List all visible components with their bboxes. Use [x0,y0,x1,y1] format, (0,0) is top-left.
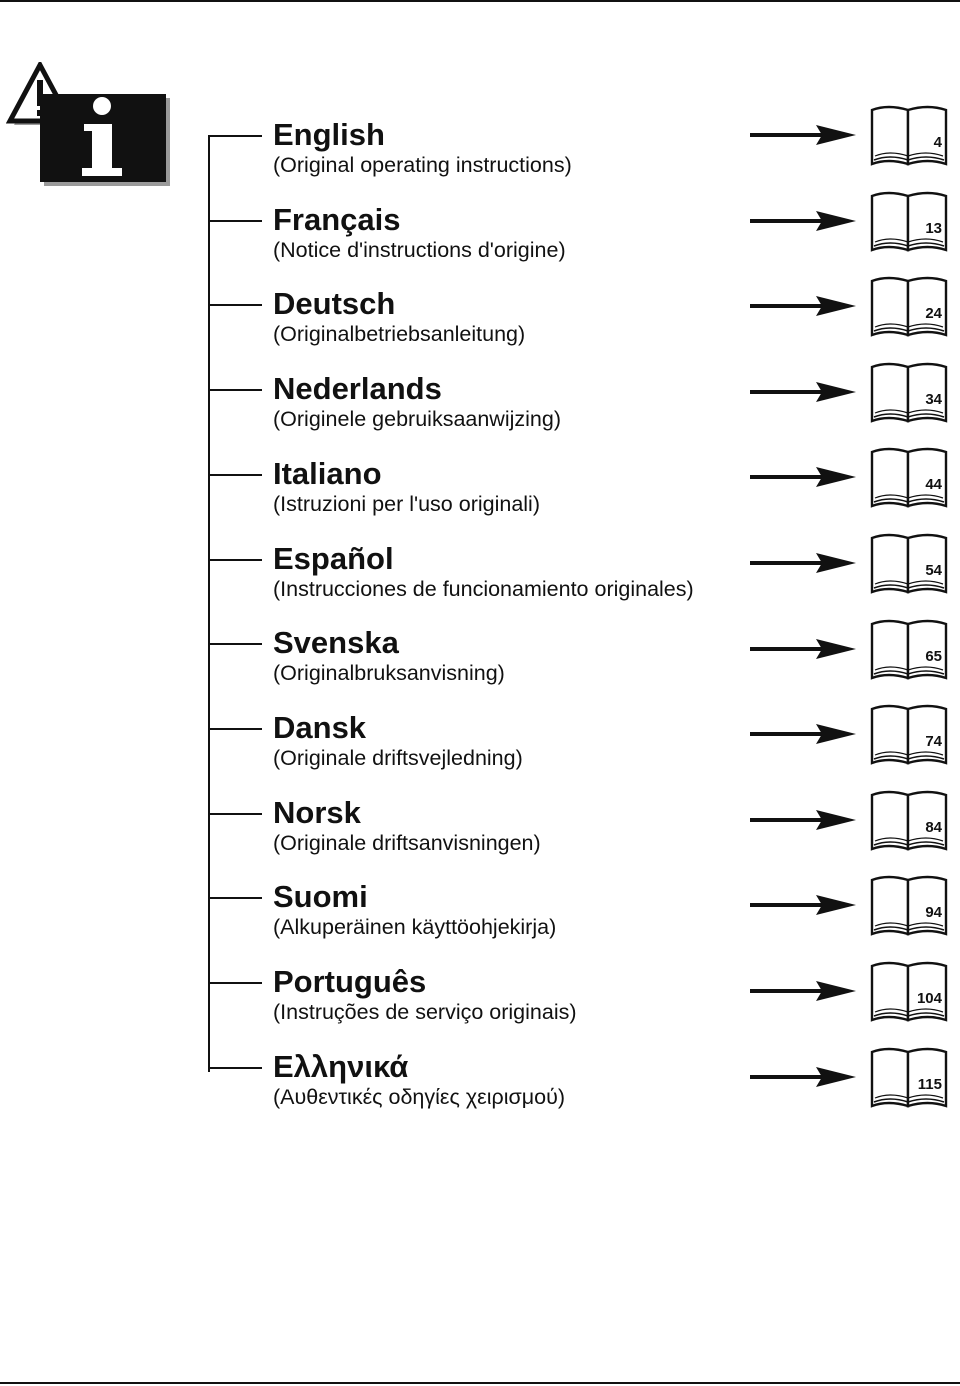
arrow-right-icon [750,209,858,233]
arrow-right-icon [750,380,858,404]
page-number: 74 [925,733,942,751]
language-subtitle: (Αυθεντικές οδηγίες χειρισμού) [273,1084,566,1109]
page-number: 4 [933,134,942,151]
language-name[interactable]: Français [273,201,401,237]
language-name[interactable]: Español [273,540,394,576]
language-subtitle: (Notice d'instructions d'origine) [273,237,566,262]
bottom-rule [0,1382,960,1384]
language-subtitle: (Originale driftsvejledning) [273,745,523,770]
page-number: 54 [925,562,942,579]
language-name[interactable]: Suomi [273,879,368,915]
page-number: 65 [925,647,942,665]
arrow-right-icon [750,465,858,489]
arrow-right-icon [750,123,858,147]
arrow-right-icon [750,551,858,575]
page-number: 34 [925,390,942,408]
language-name[interactable]: Norsk [273,794,361,830]
language-name[interactable]: Dansk [273,709,367,745]
tree-trunk-line [208,136,210,1072]
language-name[interactable]: English [273,117,385,152]
tree-branch-line [208,897,262,899]
tree-branch-line [208,389,262,391]
tree-branch-line [208,474,262,476]
tree-branch-line [208,559,262,561]
top-rule [0,0,960,2]
info-i-icon [40,94,170,186]
arrow-right-icon [750,722,858,746]
page-number: 115 [917,1075,942,1093]
language-subtitle: (Original operating instructions) [273,153,572,177]
page-number: 13 [925,219,942,237]
language-name[interactable]: Ελληνικά [273,1048,409,1084]
tree-branch-line [208,135,262,137]
language-name[interactable]: Português [273,964,427,999]
tree-branch-line [208,813,262,815]
tree-branch-line [208,1067,262,1069]
language-name[interactable]: Svenska [273,625,399,661]
language-name[interactable]: Nederlands [273,371,442,407]
tree-branch-line [208,304,262,306]
page-number: 104 [916,990,942,1007]
tree-branch-line [208,220,262,222]
language-name[interactable]: Italiano [273,455,382,491]
language-subtitle: (Originalbruksanvisning) [273,661,505,686]
language-name[interactable]: Deutsch [273,286,396,322]
language-subtitle: (Originele gebruiksaanwijzing) [273,407,561,432]
page-number: 84 [925,818,942,836]
arrow-right-icon [750,979,858,1003]
language-subtitle: (Originale driftsanvisningen) [273,830,541,855]
page-number: 44 [925,476,942,494]
arrow-right-icon [750,294,858,318]
tree-branch-line [208,643,262,645]
arrow-right-icon [750,637,858,661]
language-subtitle: (Instruções de serviço originais) [273,1000,577,1024]
language-subtitle: (Instrucciones de funcionamiento originales) [273,576,694,601]
page-number: 24 [925,305,942,323]
arrow-right-icon [750,893,858,917]
tree-branch-line [208,982,262,984]
arrow-right-icon [750,1065,858,1089]
tree-branch-line [208,728,262,730]
page-number: 94 [925,904,942,922]
language-subtitle: (Istruzioni per l'uso originali) [273,491,540,516]
language-subtitle: (Alkuperäinen käyttöohjekirja) [273,915,557,940]
language-subtitle: (Originalbetriebsanleitung) [273,322,526,347]
arrow-right-icon [750,808,858,832]
